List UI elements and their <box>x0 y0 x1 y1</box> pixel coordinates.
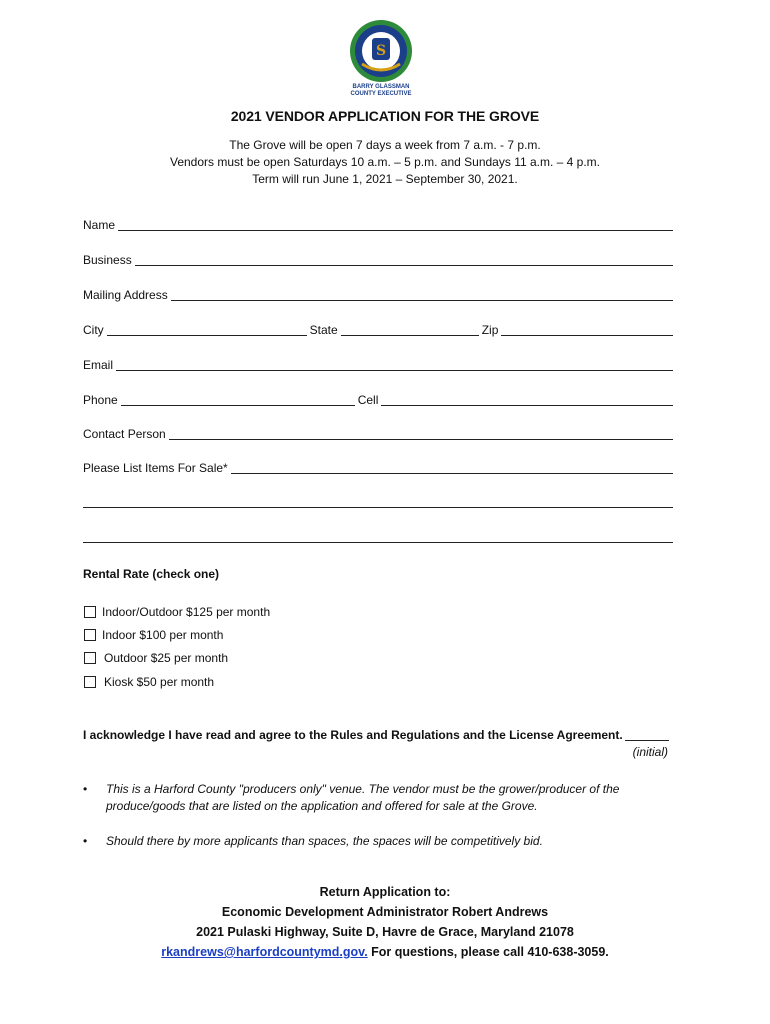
business-field[interactable] <box>135 253 673 266</box>
note-competitive-bid <box>83 833 673 850</box>
mailing-address-field[interactable] <box>171 288 673 301</box>
county-seal-icon <box>348 18 414 84</box>
note-text: This is a Harford County "producers only" venue. The vendor must be the grower/producer of the produce/goods that are listed on the application and offered for sale at the Grove. <box>106 782 620 813</box>
state-field[interactable] <box>341 323 479 336</box>
business-label: Business <box>83 253 132 267</box>
contact-row <box>83 425 673 441</box>
vendor-hours-line: Vendors must be open Saturdays 10 a.m. – 5 p.m. and Sundays 11 a.m. – 4 p.m. <box>169 155 601 169</box>
items-field-line-2[interactable] <box>83 507 673 508</box>
email-field[interactable] <box>116 358 673 371</box>
acknowledge-row <box>83 728 673 742</box>
mailing-label: Mailing Address <box>83 288 168 302</box>
contact-person-field[interactable] <box>169 427 673 440</box>
initial-field[interactable] <box>625 729 669 741</box>
phone-field[interactable] <box>121 393 355 406</box>
zip-label: Zip <box>481 323 499 337</box>
email-row <box>83 356 673 372</box>
rental-option-kiosk[interactable] <box>84 675 214 689</box>
email-label: Email <box>83 358 114 372</box>
seal-caption <box>340 84 422 98</box>
items-row <box>83 459 673 475</box>
mailing-row <box>83 286 673 302</box>
name-label: Name <box>83 218 116 232</box>
rental-option-indoor-outdoor[interactable] <box>84 605 270 619</box>
return-heading: Return Application to: <box>319 885 451 899</box>
return-admin: Economic Development Administrator Robert Andrews <box>221 905 549 919</box>
checkbox-indoor-outdoor[interactable] <box>84 606 96 618</box>
note-text: Should there by more applicants than spaces, the spaces will be competitively bid. <box>106 834 543 848</box>
email-link[interactable]: rkandrews@harfordcountymd.gov. <box>161 945 368 959</box>
option-label: Indoor $100 per month <box>102 628 224 642</box>
acknowledge-text: I acknowledge I have read and agree to the Rules and Regulations and the License Agreement. <box>83 728 623 742</box>
seal-caption-line-1: BARRY GLASSMAN <box>352 84 410 90</box>
state-label: State <box>309 323 338 337</box>
cell-field[interactable] <box>381 393 673 406</box>
zip-field[interactable] <box>501 323 673 336</box>
note-producers-only <box>83 781 673 815</box>
option-label: Kiosk $50 per month <box>104 675 215 689</box>
city-field[interactable] <box>107 323 307 336</box>
name-field[interactable] <box>118 218 673 231</box>
term-line: Term will run June 1, 2021 – September 30, 2021. <box>252 172 518 186</box>
seal-caption-line-2: COUNTY EXECUTIVE <box>350 91 412 97</box>
phone-row <box>83 391 673 407</box>
option-label: Outdoor $25 per month <box>104 651 229 665</box>
svg-text:S: S <box>375 43 387 59</box>
name-row <box>83 216 673 232</box>
cell-label: Cell <box>357 393 379 407</box>
initial-label: (initial) <box>632 745 668 759</box>
return-address: 2021 Pulaski Highway, Suite D, Havre de Grace, Maryland 21078 <box>196 925 574 939</box>
items-field[interactable] <box>231 461 673 474</box>
return-contact <box>0 945 770 959</box>
checkbox-indoor[interactable] <box>84 629 96 641</box>
contact-label: Contact Person <box>83 427 166 441</box>
bullet-icon: • <box>83 834 88 848</box>
city-label: City <box>83 323 104 337</box>
rental-option-outdoor[interactable] <box>84 651 228 665</box>
phone-text: For questions, please call 410-638-3059. <box>367 945 609 959</box>
checkbox-outdoor[interactable] <box>84 652 96 664</box>
checkbox-kiosk[interactable] <box>84 676 96 688</box>
page-title: 2021 VENDOR APPLICATION FOR THE GROVE <box>230 108 540 124</box>
business-row <box>83 251 673 267</box>
items-label: Please List Items For Sale* <box>83 461 228 475</box>
phone-label: Phone <box>83 393 118 407</box>
hours-line: The Grove will be open 7 days a week from 7 a.m. - 7 p.m. <box>229 138 541 152</box>
option-label: Indoor/Outdoor $125 per month <box>102 605 271 619</box>
city-state-zip-row <box>83 321 673 337</box>
items-field-line-3[interactable] <box>83 542 673 543</box>
rental-rate-heading: Rental Rate (check one) <box>83 567 220 581</box>
rental-option-indoor[interactable] <box>84 628 223 642</box>
bullet-icon: • <box>83 782 88 796</box>
